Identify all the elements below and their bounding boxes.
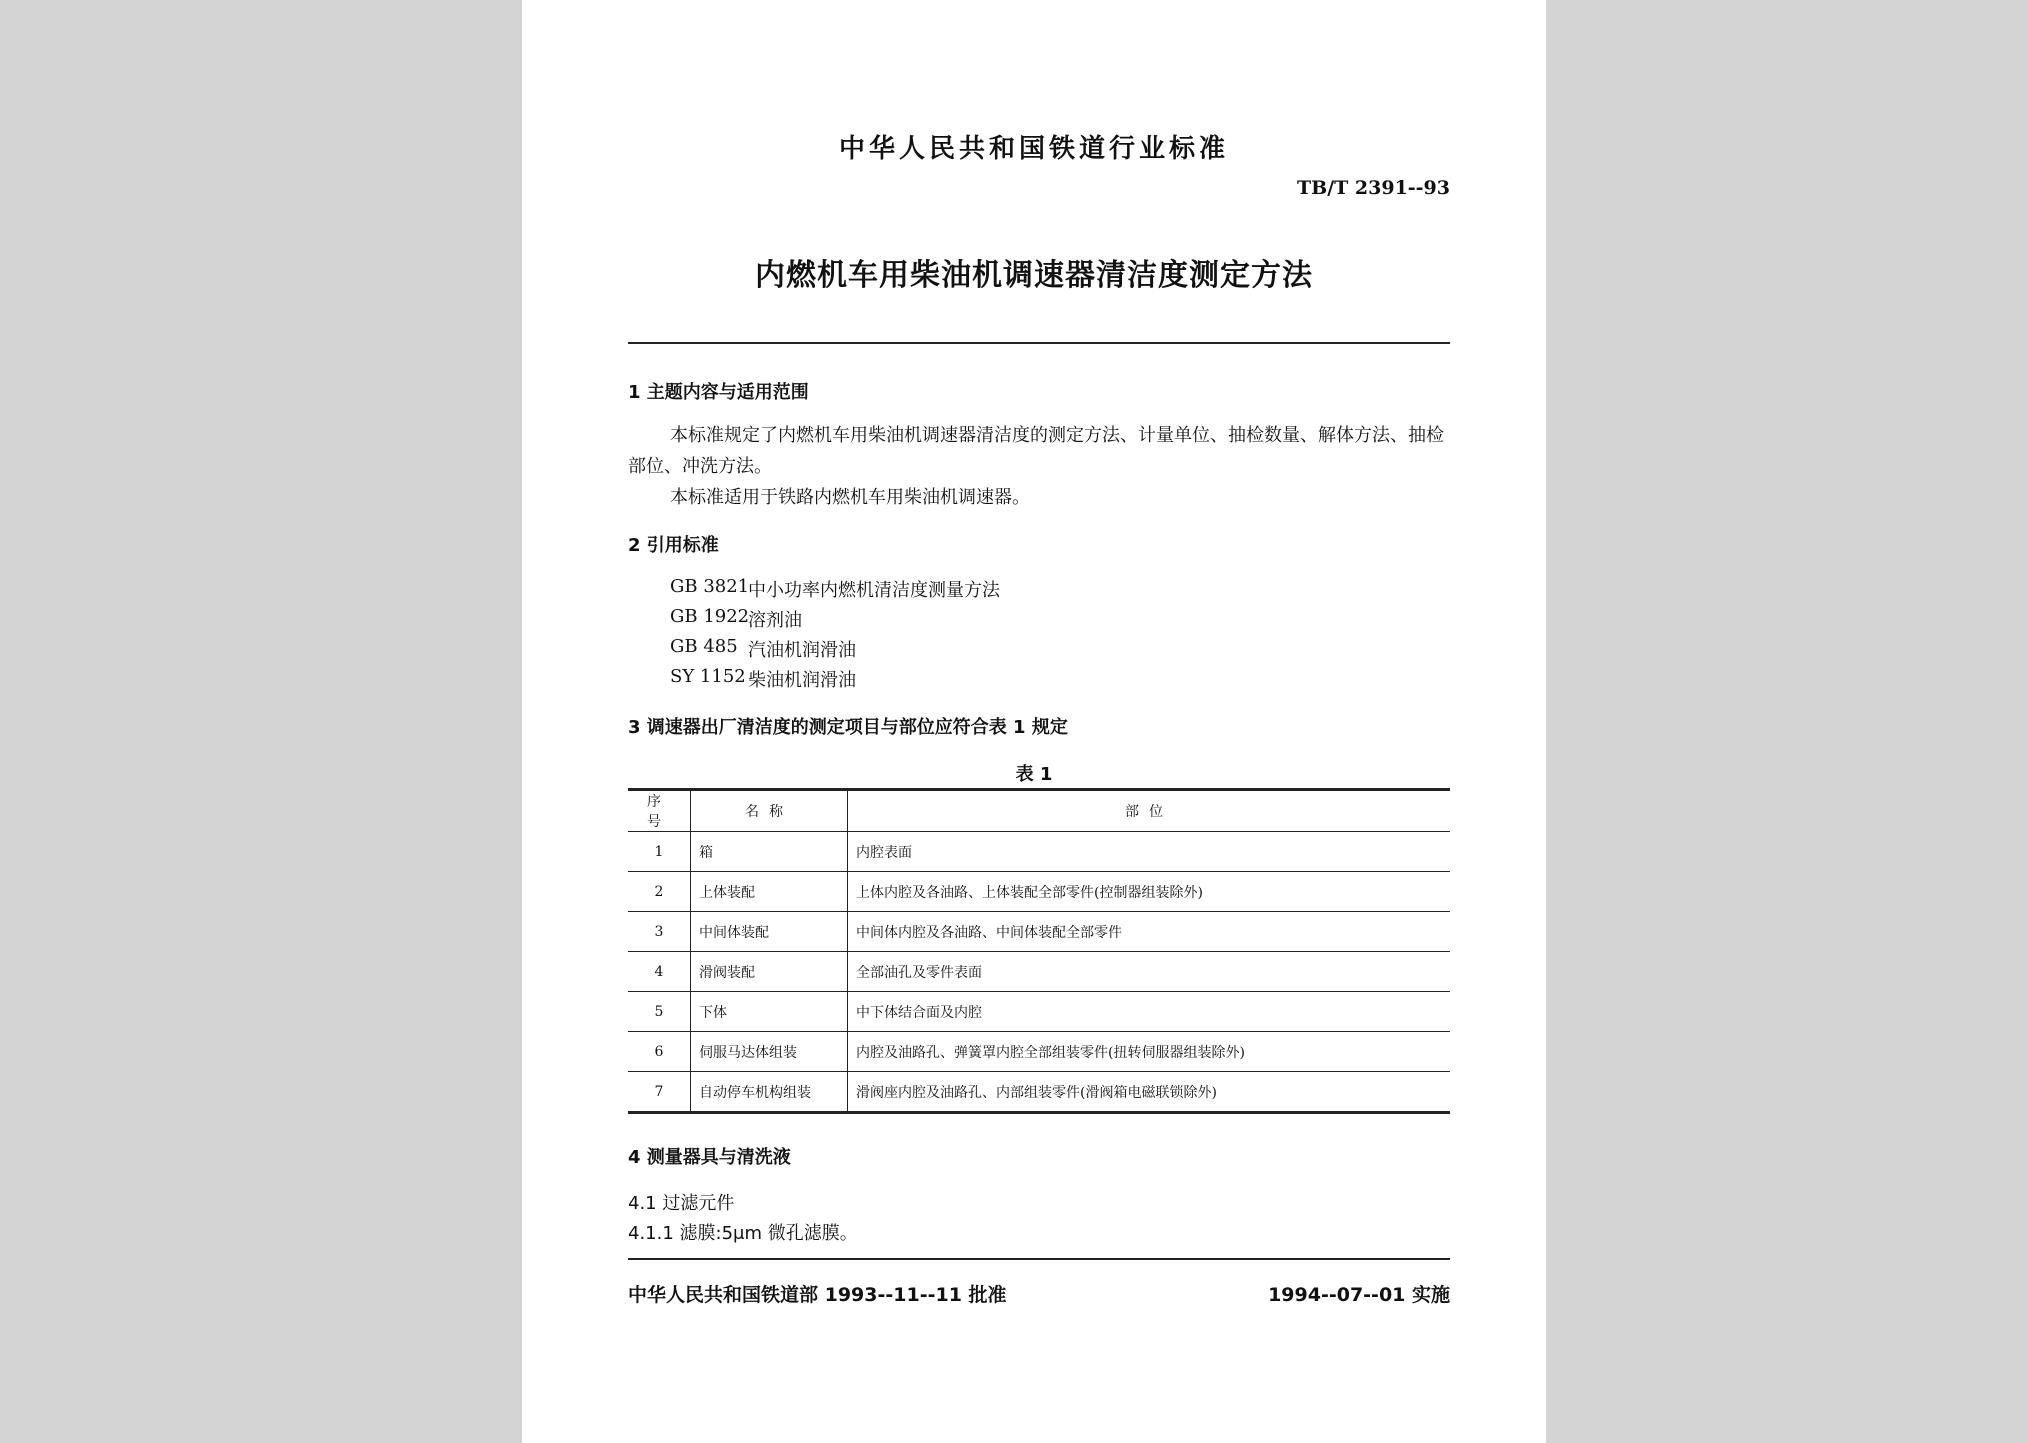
cell-location: 滑阀座内腔及油路孔、内部组装零件(滑阀箱电磁联锁除外): [848, 1072, 1451, 1113]
cell-location: 内腔及油路孔、弹簧罩内腔全部组装零件(扭转伺服器组装除外): [848, 1032, 1451, 1072]
cell-name: 下体: [691, 992, 848, 1032]
ref-name: 汽油机润滑油: [748, 640, 856, 661]
column-header-no: 序号: [628, 790, 691, 832]
section-1-heading: 1 主题内容与适用范围: [628, 382, 809, 403]
ref-code: GB 1922: [670, 606, 750, 627]
effective-date: 1994--07--01 实施: [1268, 1284, 1450, 1306]
column-header-location: 部位: [848, 790, 1451, 832]
cell-name: 中间体装配: [691, 912, 848, 952]
subsection-4-1-1: 4.1.1 滤膜:5μm 微孔滤膜。: [628, 1223, 858, 1244]
document-title: 内燃机车用柴油机调速器清洁度测定方法: [755, 258, 1313, 293]
ref-name: 柴油机润滑油: [748, 670, 856, 691]
section-4-heading: 4 测量器具与清洗液: [628, 1147, 791, 1168]
ref-code: SY 1152: [670, 666, 746, 687]
footer-divider: [628, 1258, 1450, 1260]
standard-category-title: 中华人民共和国铁道行业标准: [838, 134, 1229, 164]
section-1-paragraph-2-text: 本标准适用于铁路内燃机车用柴油机调速器。: [670, 487, 1030, 508]
cell-no: 3: [628, 912, 691, 952]
section-1-paragraph-1: [628, 420, 1450, 482]
section-1-paragraph-2: [628, 482, 1450, 513]
ref-name: 溶剂油: [748, 610, 802, 631]
section-1-paragraph-1-text: 本标准规定了内燃机车用柴油机调速器清洁度的测定方法、计量单位、抽检数量、解体方法、抽检部位、冲洗方法。: [628, 425, 1444, 477]
cell-location: 上体内腔及各油路、上体装配全部零件(控制器组装除外): [848, 872, 1451, 912]
table-row: [628, 912, 1450, 952]
cell-name: 箱: [691, 832, 848, 872]
cell-location: 中下体结合面及内腔: [848, 992, 1451, 1032]
ref-code: GB 3821: [670, 576, 750, 597]
cell-no: 5: [628, 992, 691, 1032]
cell-no: 1: [628, 832, 691, 872]
table-row: [628, 992, 1450, 1032]
cleanliness-table: [628, 788, 1450, 1114]
cell-name: 滑阀装配: [691, 952, 848, 992]
section-3-heading: 3 调速器出厂清洁度的测定项目与部位应符合表 1 规定: [628, 717, 1068, 738]
cell-location: 中间体内腔及各油路、中间体装配全部零件: [848, 912, 1451, 952]
section-2-heading: 2 引用标准: [628, 535, 719, 556]
subsection-4-1: 4.1 过滤元件: [628, 1193, 735, 1214]
table-row: [628, 1032, 1450, 1072]
table-row: [628, 832, 1450, 872]
cell-location: 全部油孔及零件表面: [848, 952, 1451, 992]
table-row: [628, 952, 1450, 992]
cell-name: 上体装配: [691, 872, 848, 912]
cell-name: 伺服马达体组装: [691, 1032, 848, 1072]
table-header-row: [628, 790, 1450, 832]
table-row: [628, 872, 1450, 912]
ref-name: 中小功率内燃机清洁度测量方法: [748, 580, 1000, 601]
cell-name: 自动停车机构组装: [691, 1072, 848, 1113]
approval-line: 中华人民共和国铁道部 1993--11--11 批准: [628, 1284, 1007, 1306]
cell-no: 6: [628, 1032, 691, 1072]
document-page: [522, 0, 1546, 1443]
table-caption: 表 1: [1015, 764, 1053, 785]
cell-no: 4: [628, 952, 691, 992]
standard-number: TB/T 2391--93: [1297, 177, 1450, 199]
cell-no: 7: [628, 1072, 691, 1113]
ref-code: GB 485: [670, 636, 738, 657]
cell-no: 2: [628, 872, 691, 912]
cell-location: 内腔表面: [848, 832, 1451, 872]
title-divider: [628, 342, 1450, 344]
column-header-name: 名称: [691, 790, 848, 832]
table-row: [628, 1072, 1450, 1113]
